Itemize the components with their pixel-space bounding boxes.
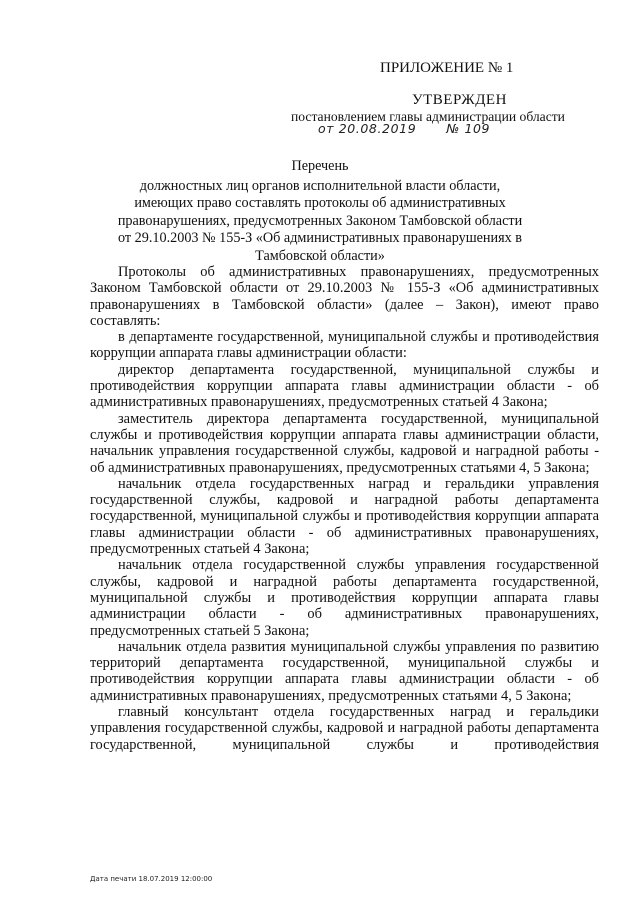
body-paragraph: главный консультант отдела государственных наград и геральдики управления государственной службы, кадровой и наградной работы департамента государственной, муниципальной службы и противодействия [90,704,599,753]
print-date: Дата печати 18.07.2019 12:00:00 [90,875,213,883]
body-paragraph: заместитель директора департамента государственной, муниципальной службы и противодействия коррупции аппарата главы администрации области, начальник управления государственной службы, кадровой и наградной работы - об административных правонарушениях, предусмотренных статьями 4, 5 Закона; [90,410,599,476]
decree-line: постановлением главы администрации области [291,109,565,124]
title-subheading: должностных лиц органов исполнительной власти области, имеющих право составлять протоколы об административных правонарушениях, предусмотренных Законом Тамбовской области от 29.10.2003 № 155-З «Об административных правонарушениях в Тамбовской области» [117,177,523,264]
title-heading: Перечень [291,158,349,174]
approved-label: УТВЕРЖДЕН [412,92,507,108]
document-body [90,264,599,753]
body-paragraph: Протоколы об административных правонарушениях, предусмотренных Законом Тамбовской области от 29.10.2003 № 155-З «Об административных правонарушениях в Тамбовской области» (далее – Закон), имеют право составлять: [90,264,599,329]
body-paragraph: начальник отдела государственной службы управления государственной службы, кадровой и наградной работы департамента государственной, муниципальной службы и противодействия коррупции аппарата главы администрации области - об административных правонарушениях, предусмотренных статьей 5 Закона; [90,557,599,639]
body-paragraph: директор департамента государственной, муниципальной службы и противодействия коррупции аппарата главы администрации области - об административных правонарушениях, предусмотренных статьей 4 Закона; [90,361,599,411]
appendix-label: ПРИЛОЖЕНИЕ № 1 [380,60,514,76]
body-paragraph: в департаменте государственной, муниципальной службы и противодействия коррупции аппарата главы администрации области: [90,329,599,362]
document-title [110,158,530,266]
body-paragraph: начальник отдела развития муниципальной службы управления по развитию территорий департамента государственной, муниципальной службы и противодействия коррупции аппарата главы администрации области - об административных правонарушениях, предусмотренных статьями 4, 5 Закона; [90,638,599,704]
handwritten-date: от 20.08.2019 [318,121,417,136]
body-paragraph: начальник отдела государственных наград и геральдики управления государственной службы, кадровой и наградной работы департамента государственной, муниципальной службы и противодействия коррупции аппарата главы администрации области - об административных правонарушениях, предусмотренных статьей 4 Закона; [90,475,599,558]
handwritten-date-number [318,121,490,136]
handwritten-number: № 109 [446,121,491,136]
